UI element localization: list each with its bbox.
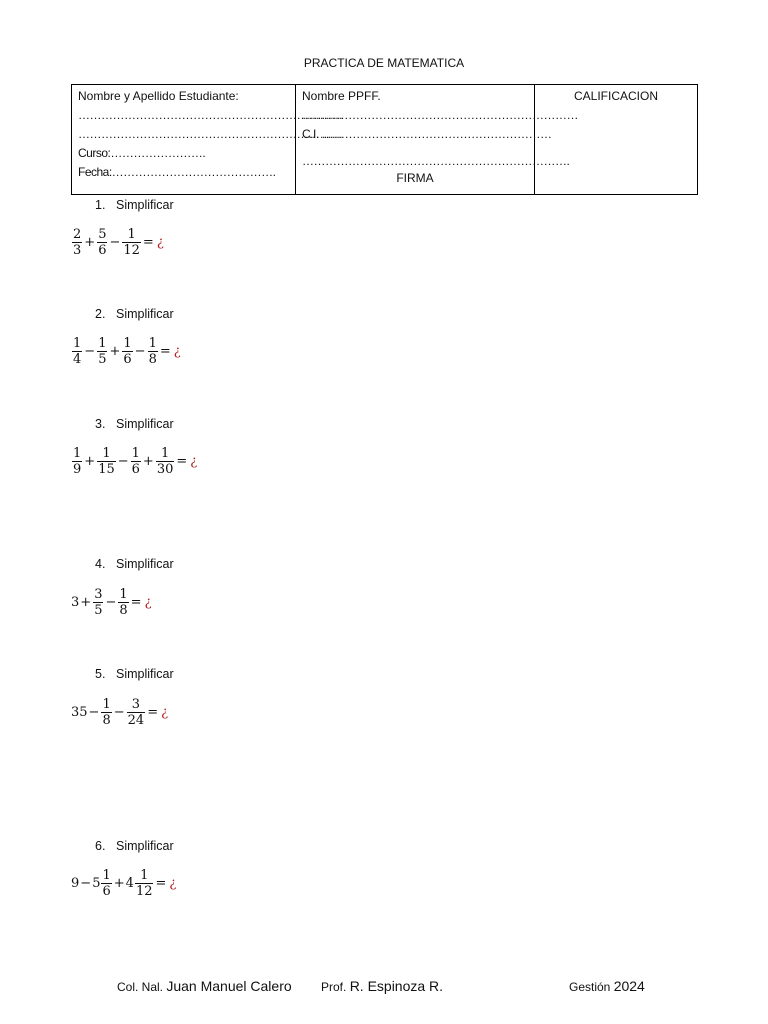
question-4-expression bbox=[71, 587, 152, 618]
numerator: 1 bbox=[102, 446, 111, 461]
footer-teacher bbox=[321, 978, 443, 994]
numerator: 3 bbox=[131, 697, 141, 712]
fraction bbox=[101, 697, 111, 728]
question-5-expression bbox=[71, 697, 168, 728]
question-6-expression bbox=[71, 868, 176, 899]
fraction bbox=[72, 336, 82, 367]
question-1-label bbox=[95, 198, 174, 212]
denominator: 8 bbox=[102, 713, 111, 728]
gestion-year: 2024 bbox=[613, 978, 645, 994]
question-mark: ¿ bbox=[144, 595, 152, 610]
signature-line: ……………………………………………………………. bbox=[302, 154, 570, 168]
denominator: 24 bbox=[127, 713, 145, 728]
operator: − bbox=[113, 705, 125, 720]
question-text: Simplificar bbox=[116, 557, 174, 571]
fecha-field: Fecha:……………………………………. bbox=[78, 165, 276, 179]
fraction bbox=[156, 446, 175, 477]
question-text: Simplificar bbox=[116, 307, 174, 321]
denominator: 4 bbox=[73, 352, 82, 367]
page-title: PRACTICA DE MATEMATICA bbox=[303, 56, 465, 70]
student-name-line-1: …………………………………………………………… bbox=[78, 108, 343, 122]
operator: − bbox=[80, 876, 92, 891]
school-prefix: Col. Nal. bbox=[117, 980, 164, 994]
denominator: 12 bbox=[135, 884, 153, 899]
question-3-label bbox=[95, 417, 174, 431]
numerator: 1 bbox=[98, 336, 107, 351]
operator: + bbox=[113, 876, 125, 891]
signature-label: FIRMA bbox=[396, 171, 434, 185]
numerator: 1 bbox=[73, 336, 82, 351]
numerator: 1 bbox=[131, 446, 140, 461]
question-2-expression bbox=[71, 336, 181, 367]
question-text: Simplificar bbox=[116, 417, 174, 431]
fraction bbox=[118, 587, 128, 618]
question-number: 1. bbox=[95, 198, 106, 212]
mixed-whole: 5 bbox=[92, 876, 101, 891]
numerator: 2 bbox=[73, 227, 82, 242]
fraction bbox=[148, 336, 158, 367]
teacher-name: R. Espinoza R. bbox=[349, 978, 444, 994]
operator: − bbox=[117, 454, 129, 469]
parent-name-line: ……………………………………………………………… bbox=[302, 108, 578, 122]
parent-cell bbox=[296, 85, 578, 195]
operator: − bbox=[109, 235, 121, 250]
denominator: 5 bbox=[98, 352, 107, 367]
numerator: 1 bbox=[127, 227, 136, 242]
denominator: 6 bbox=[102, 884, 111, 899]
question-text: Simplificar bbox=[116, 839, 174, 853]
operator: − bbox=[105, 595, 117, 610]
curso-field: Curso:……………………. bbox=[78, 146, 206, 160]
fraction bbox=[131, 446, 141, 477]
operator: + bbox=[84, 454, 96, 469]
footer-school bbox=[117, 978, 292, 994]
equals-sign: = bbox=[155, 876, 167, 891]
numerator: 1 bbox=[102, 697, 111, 712]
question-number: 5. bbox=[95, 667, 106, 681]
teacher-prefix: Prof. bbox=[321, 980, 347, 994]
fraction bbox=[122, 227, 141, 258]
whole-number: 9 bbox=[71, 876, 80, 891]
question-1-expression bbox=[71, 227, 164, 258]
denominator: 15 bbox=[98, 462, 115, 477]
student-name-line-2: …………………………………………………………… bbox=[78, 127, 343, 141]
fraction bbox=[101, 868, 111, 899]
denominator: 8 bbox=[119, 603, 128, 618]
numerator: 1 bbox=[73, 446, 82, 461]
fraction bbox=[127, 697, 146, 728]
denominator: 5 bbox=[94, 603, 103, 618]
question-number: 4. bbox=[95, 557, 106, 571]
fraction bbox=[93, 587, 103, 618]
equals-sign: = bbox=[176, 454, 188, 469]
question-2-label bbox=[95, 307, 174, 321]
question-text: Simplificar bbox=[116, 667, 174, 681]
fraction bbox=[122, 336, 132, 367]
mixed-whole: 4 bbox=[125, 876, 134, 891]
gestion-label: Gestión bbox=[569, 980, 611, 994]
fraction bbox=[97, 227, 107, 258]
equals-sign: = bbox=[142, 235, 154, 250]
numerator: 1 bbox=[119, 587, 128, 602]
school-name: Juan Manuel Calero bbox=[166, 978, 292, 994]
question-3-expression bbox=[71, 446, 197, 477]
denominator: 3 bbox=[73, 243, 82, 258]
fraction bbox=[72, 446, 82, 477]
numerator: 1 bbox=[123, 336, 132, 351]
operator: + bbox=[80, 595, 92, 610]
denominator: 30 bbox=[156, 462, 174, 477]
denominator: 8 bbox=[148, 352, 157, 367]
numerator: 1 bbox=[102, 868, 111, 883]
equals-sign: = bbox=[147, 705, 159, 720]
operator: + bbox=[142, 454, 154, 469]
fraction bbox=[97, 446, 116, 477]
question-text: Simplificar bbox=[116, 198, 174, 212]
ci-field: C.I. …………………………………………………… bbox=[302, 127, 552, 141]
equals-sign: = bbox=[159, 344, 171, 359]
question-mark: ¿ bbox=[173, 344, 181, 359]
numerator: 5 bbox=[98, 227, 107, 242]
fraction bbox=[135, 868, 154, 899]
fraction bbox=[97, 336, 107, 367]
equals-sign: = bbox=[130, 595, 142, 610]
footer-gestion bbox=[569, 978, 645, 994]
denominator: 6 bbox=[98, 243, 107, 258]
numerator: 3 bbox=[94, 587, 103, 602]
question-number: 2. bbox=[95, 307, 106, 321]
student-info-table bbox=[71, 84, 698, 195]
denominator: 9 bbox=[73, 462, 82, 477]
question-number: 6. bbox=[95, 839, 106, 853]
grade-cell bbox=[535, 85, 698, 195]
operator: − bbox=[134, 344, 146, 359]
question-mark: ¿ bbox=[190, 454, 198, 469]
grade-label: CALIFICACION bbox=[573, 89, 658, 103]
operator: + bbox=[109, 344, 121, 359]
fraction bbox=[72, 227, 82, 258]
numerator: 1 bbox=[160, 446, 170, 461]
question-mark: ¿ bbox=[161, 705, 169, 720]
question-number: 3. bbox=[95, 417, 106, 431]
denominator: 6 bbox=[123, 352, 132, 367]
parent-name-label: Nombre PPFF. bbox=[302, 89, 381, 103]
operator: + bbox=[84, 235, 96, 250]
whole-number: 3 bbox=[71, 595, 80, 610]
question-6-label bbox=[95, 839, 174, 853]
numerator: 1 bbox=[140, 868, 149, 883]
question-5-label bbox=[95, 667, 174, 681]
denominator: 12 bbox=[123, 243, 140, 258]
denominator: 6 bbox=[131, 462, 140, 477]
question-mark: ¿ bbox=[156, 235, 164, 250]
question-4-label bbox=[95, 557, 174, 571]
operator: − bbox=[88, 705, 100, 720]
numerator: 1 bbox=[148, 336, 157, 351]
operator: − bbox=[84, 344, 96, 359]
whole-number: 35 bbox=[71, 705, 88, 720]
student-name-label: Nombre y Apellido Estudiante: bbox=[78, 89, 239, 103]
question-mark: ¿ bbox=[169, 876, 177, 891]
